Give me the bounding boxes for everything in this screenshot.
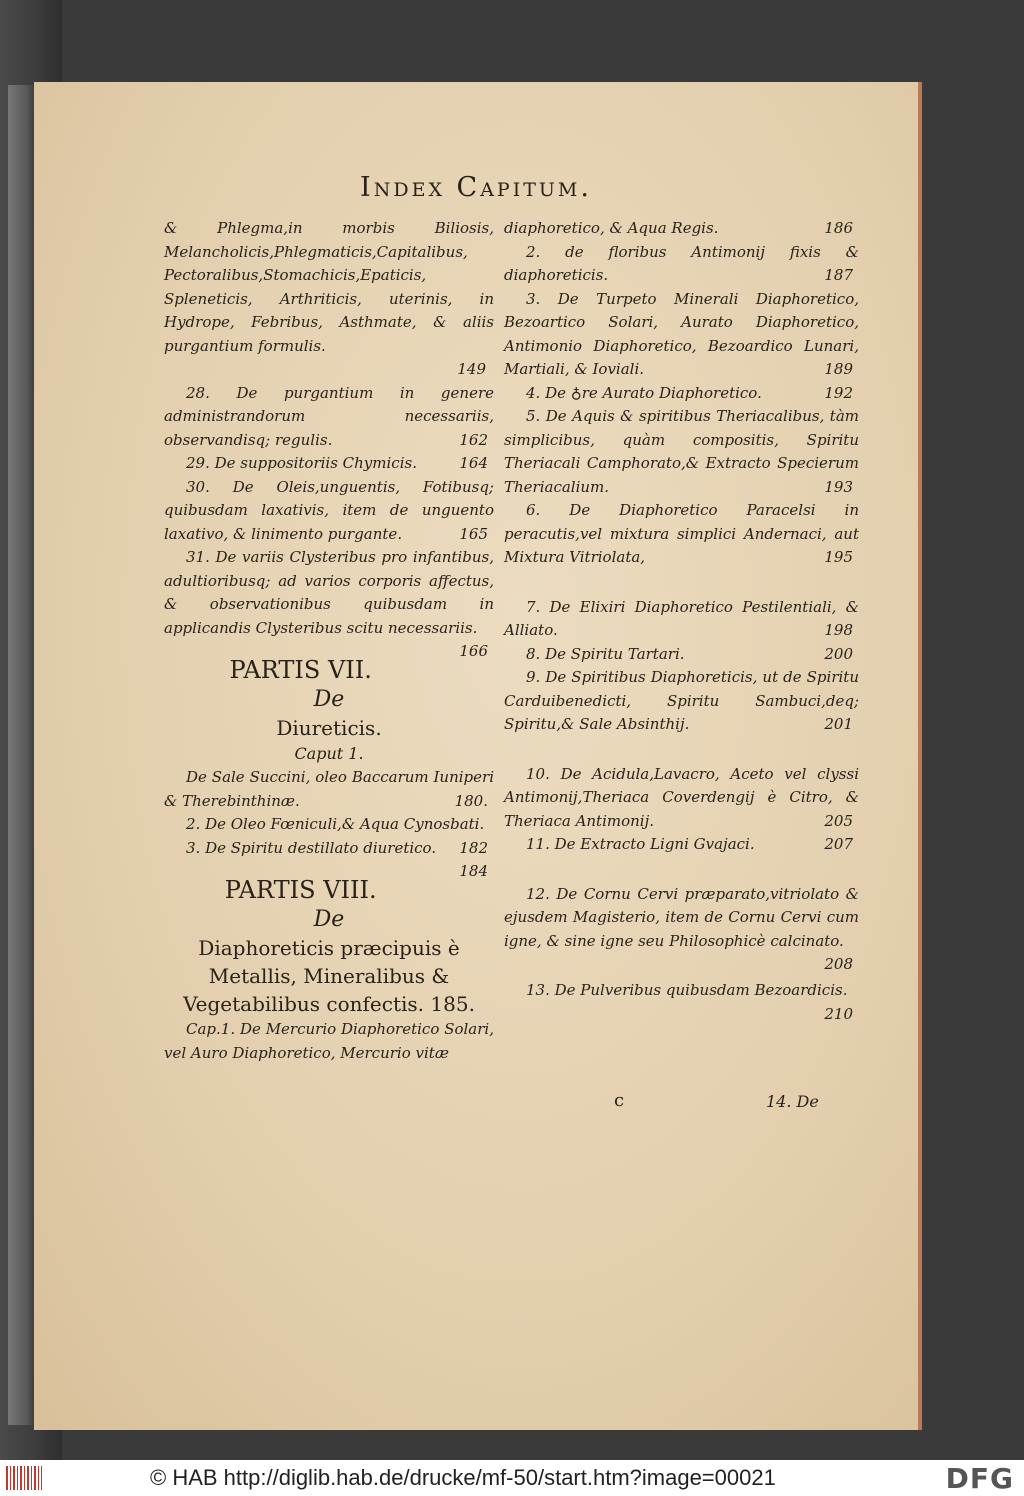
index-entry: 2. De Oleo Fœniculi,& Aqua Cynosbati. 182 <box>164 813 494 837</box>
index-entry: 13. De Pulveribus quibusdam Bezoardicis. 210 <box>504 979 859 1003</box>
page-number: 180. <box>454 791 488 810</box>
page-number: 184 <box>459 862 488 880</box>
index-entry: Cap.1. De Mercurio Diaphoretico Solari, vel Auro Diaphoretico, Mercurio vitæ <box>164 1020 494 1062</box>
page-number: 189 <box>824 360 853 378</box>
index-entry: 3. De Spiritu destillato diuretico. 184 <box>164 837 494 861</box>
page-number: 205 <box>824 811 853 830</box>
index-entry: 29. De suppositoriis Chymicis. 164 <box>164 452 494 476</box>
barcode-icon <box>6 1466 42 1490</box>
page-header: Index Capitum. <box>360 172 592 203</box>
page-number: 195 <box>824 548 853 566</box>
part-8-de: De <box>313 907 345 932</box>
part-7-subject: Diureticis. <box>276 716 382 740</box>
part-7-title: PARTIS VII. <box>229 656 372 684</box>
page-number: 164 <box>459 454 488 472</box>
page-number: 192 <box>824 383 853 402</box>
book-binding-edge <box>8 85 34 1425</box>
index-entry: 31. De variis Clysteribus pro infantibus, adultioribusq; ad varios corporis affectus, & observationibus quibusdam in applicandis Clysteribus scitu necessariis. 166 <box>164 546 494 640</box>
index-entry: 11. De Extracto Ligni Gvajaci. 207 <box>504 833 859 857</box>
page-number: 187 <box>824 266 853 284</box>
page-number: 165 <box>459 524 488 543</box>
page-number: 185. <box>430 992 475 1016</box>
index-entry: 30. De Oleis,unguentis, Fotibusq; quibusdam laxativis, item de unguento laxativo, & linimento purgante. 165 <box>164 476 494 547</box>
right-column <box>504 217 859 1026</box>
part-8-subject: Diaphoreticis præcipuis è Metallis, Mineralibus & Vegetabilibus confectis. 185. <box>183 936 475 1016</box>
page-number: 198 <box>824 621 853 639</box>
footer-bar <box>0 1460 1024 1496</box>
index-entry: 5. De Aquis & spiritibus Theriacalibus, tàm simplicibus, quàm compositis, Spiritu Theriacali Camphorato,& Extracto Specierum Theriacalium. 193 <box>504 405 859 499</box>
index-entry: 12. De Cornu Cervi præparato,vitriolato & ejusdem Magisterio, item de Cornu Cervi cum igne, & sine igne seu Philosophicè calcinato. 208 <box>504 883 859 954</box>
index-entry: 7. De Elixiri Diaphoretico Pestilentiali, & Alliato. 198 <box>504 596 859 643</box>
page-number: 162 <box>459 430 488 449</box>
left-column <box>164 217 494 1065</box>
citation-link[interactable]: © HAB http://diglib.hab.de/drucke/mf-50/start.htm?image=00021 <box>150 1465 776 1490</box>
page-number: 193 <box>824 477 853 496</box>
index-entry: 4. De ♁re Aurato Diaphoretico. 192 <box>504 382 859 406</box>
index-entry: 6. De Diaphoretico Paracelsi in peracutis,vel mixtura simplici Andernaci, aut Mixtura Vitriolata, 195 <box>504 499 859 570</box>
index-entry: 2. de floribus Antimonij fixis & diaphoreticis. 187 <box>504 241 859 288</box>
index-entry: 8. De Spiritu Tartari. 200 <box>504 643 859 667</box>
index-entry: De Sale Succini, oleo Baccarum Iuniperi & Therebinthinæ. 180. <box>164 766 494 813</box>
index-entry: diaphoretico, & Aqua Regis. 186 <box>504 217 859 241</box>
catchword: 14. De <box>766 1092 819 1111</box>
dfg-logo: DFG <box>945 1462 1014 1495</box>
index-entry: 28. De purgantium in genere administrandorum necessariis, observandisq; regulis. 162 <box>164 382 494 453</box>
page-number: 200 <box>824 644 853 663</box>
page-number: 182 <box>459 838 488 857</box>
page-number: 208 <box>824 955 853 973</box>
book-page <box>34 82 922 1430</box>
spacer <box>504 570 859 596</box>
page-number: 149 <box>457 360 486 378</box>
part-7-de: De <box>313 687 345 712</box>
page-number: 207 <box>824 835 853 853</box>
index-entry: 9. De Spiritibus Diaphoreticis, ut de Spiritu Carduibenedicti, Spiritu Sambuci,deq; Spiritu,& Sale Absinthij. 201 <box>504 666 859 737</box>
page-number: 186 <box>824 219 853 237</box>
index-entry: 3. De Turpeto Minerali Diaphoretico, Bezoartico Solari, Aurato Diaphoretico, Antimonio Diaphoretico, Bezoardico Lunari, Martiali, & Ioviali. 189 <box>504 288 859 382</box>
index-entry: & Phlegma,in morbis Biliosis, Melancholicis,Phlegmaticis,Capitalibus, Pectoralibus,Stomachicis,Epaticis, Spleneticis, Arthriticis, uterinis, in Hydrope, Febribus, Asthmate, & aliis purgantium formulis. 149 <box>164 217 494 382</box>
part-8-title: PARTIS VIII. <box>224 876 377 904</box>
spacer <box>504 857 859 883</box>
page-number: 201 <box>824 715 853 733</box>
page-number: 166 <box>459 642 488 660</box>
spacer <box>504 737 859 763</box>
page-number: 210 <box>824 1004 853 1023</box>
index-entry: 10. De Acidula,Lavacro, Aceto vel clyssi Antimonij,Theriaca Coverdengij è Citro, & Theriaca Antimonij. 205 <box>504 763 859 834</box>
part-7-caput: Caput 1. <box>294 744 364 763</box>
signature-mark: c <box>614 1090 625 1111</box>
